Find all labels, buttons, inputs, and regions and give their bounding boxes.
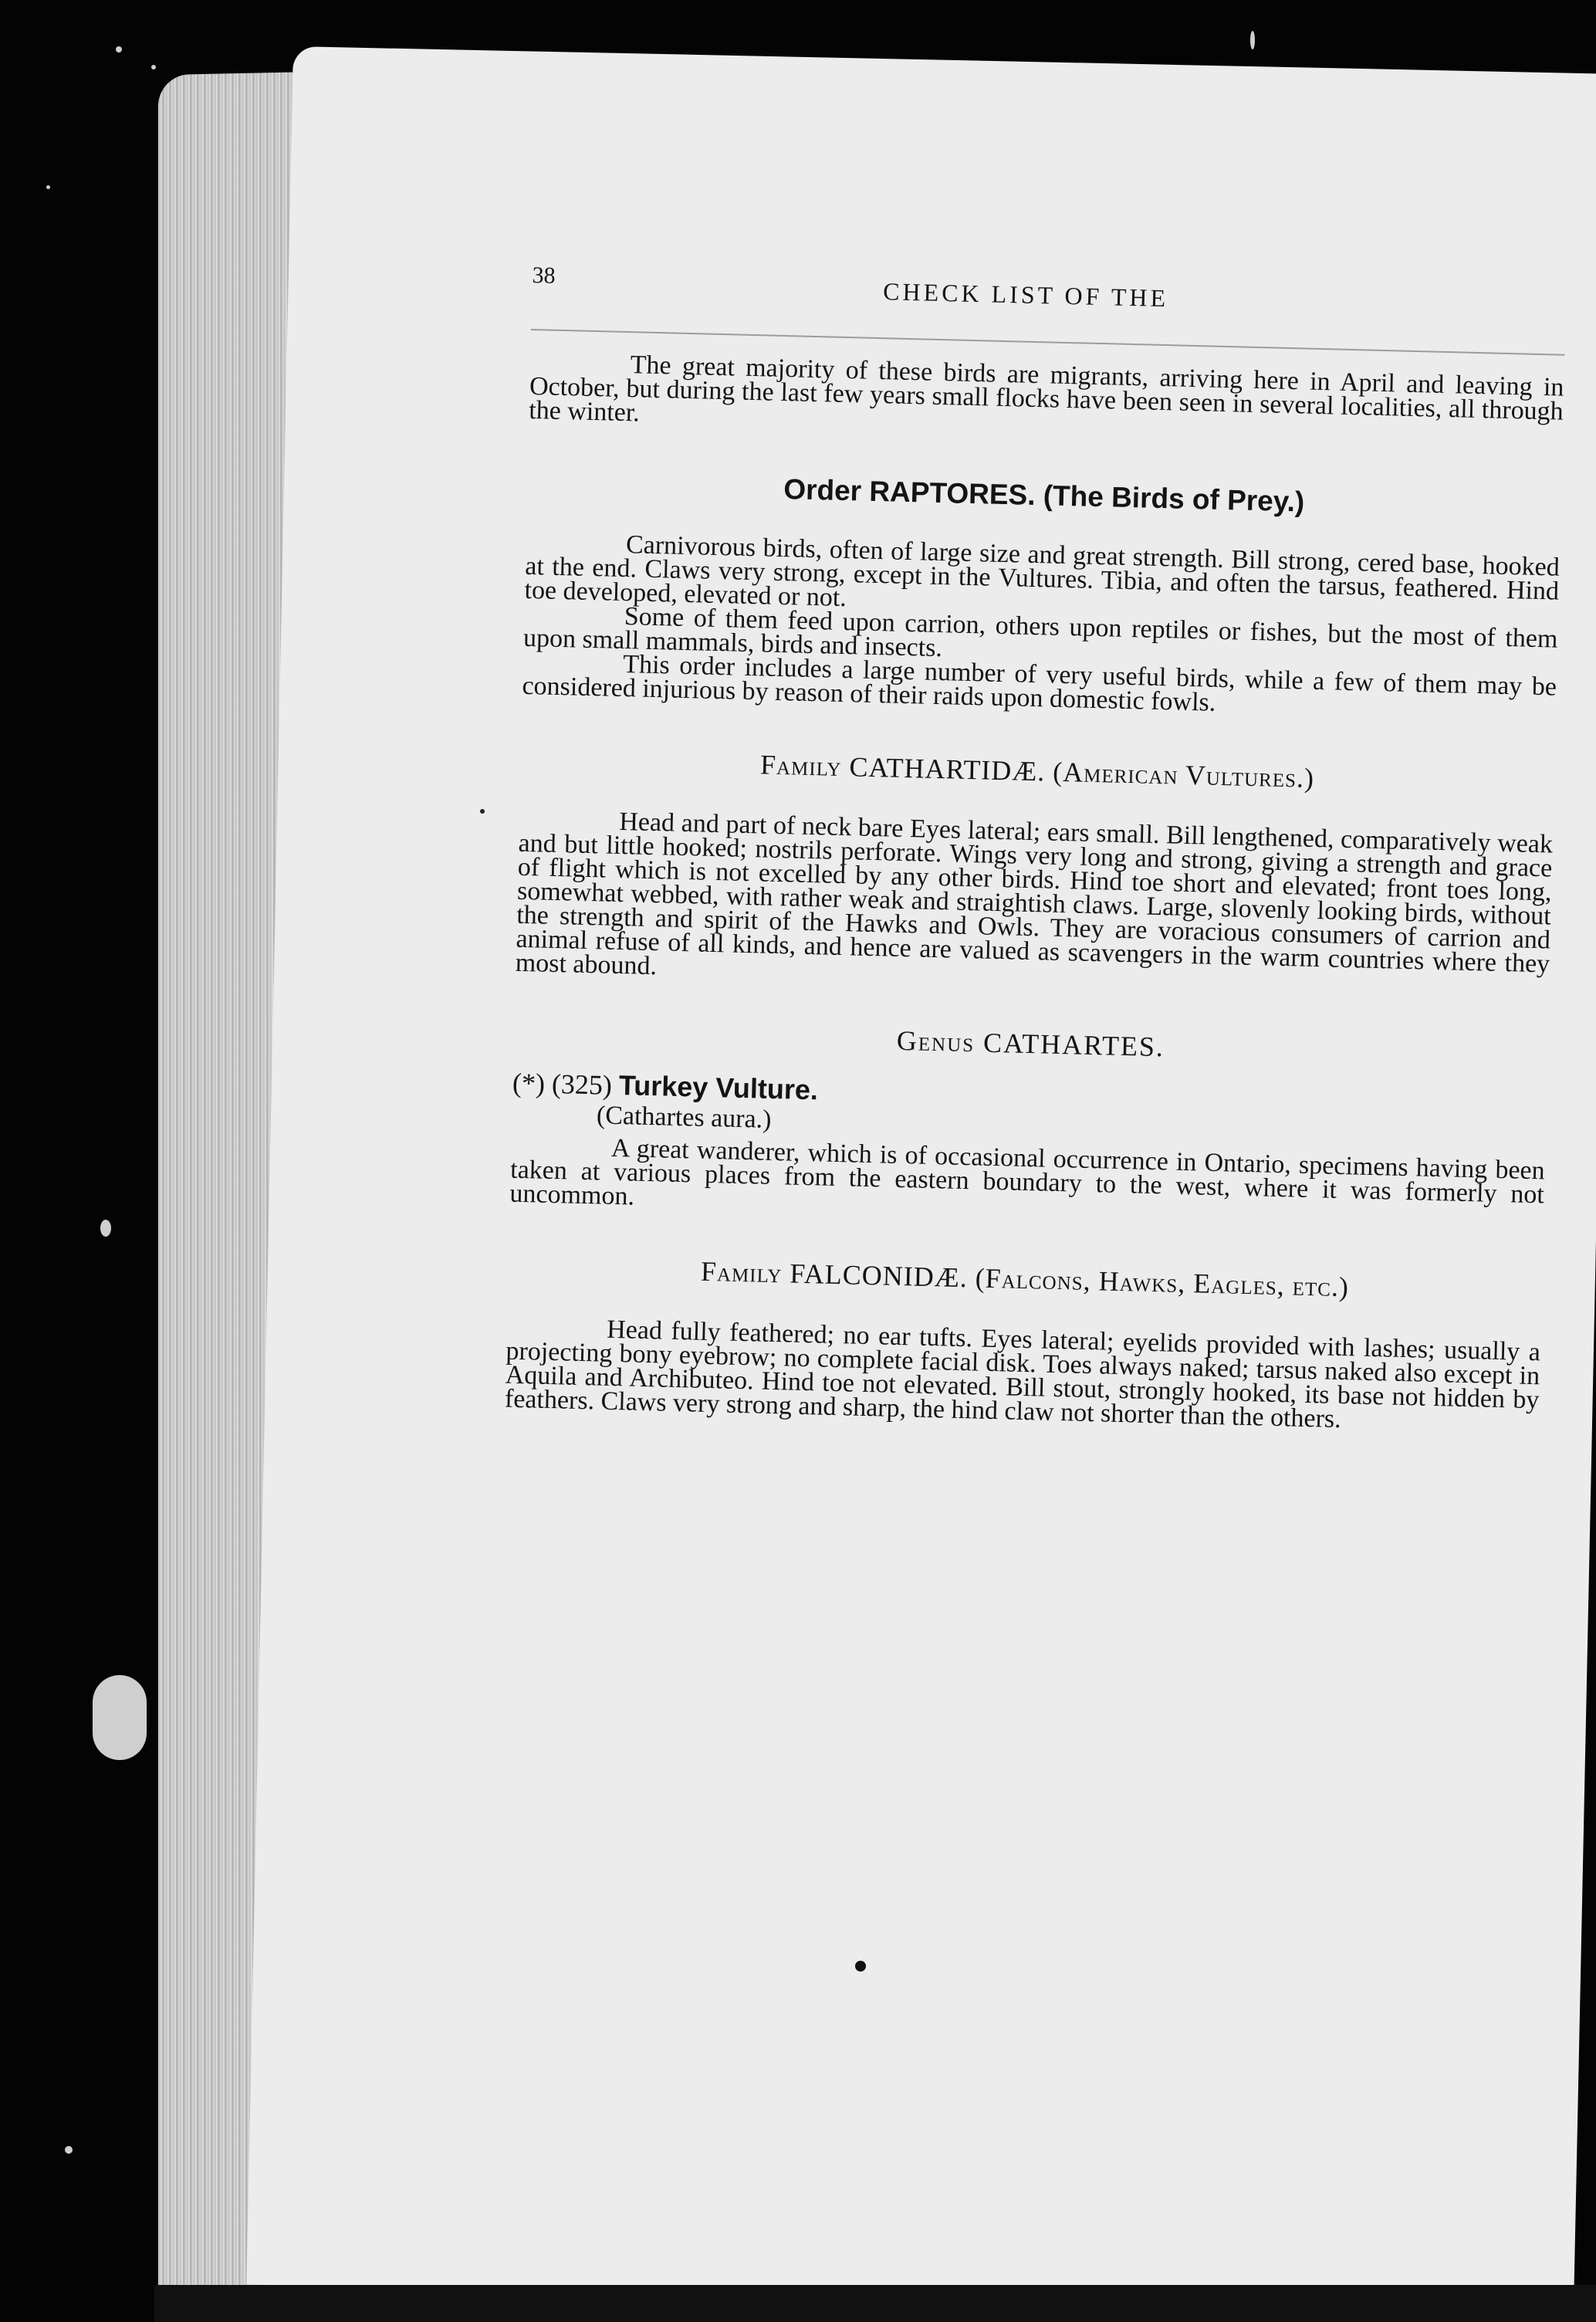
order-paragraph-1: Carnivorous birds, often of large size and great strength. Bill strong, cered base, hooked at the end. Claws very strong, except in the Vultures. Tibia, and often the tarsus, feathered. Hind toe developed, elevated or not. (524, 530, 1560, 613)
family-falconidae-paragraph: Head fully feathered; no ear tufts. Eyes lateral; eyelids provided with lashes; usually a projecting bony eyebrow; no complete facial disk. Toes always naked; tarsus naked also except in Aquila and Archibuteo. Hind toe not elevated. Bill stout, strongly hooked, its base not hidden by feathers. Claws very strong and sharp, the hind claw not shorter than the others. (504, 1315, 1541, 1434)
order-paragraph-2: Some of them feed upon carrion, others upon reptiles or fishes, but the most of them upon small mammals, birds and insects. (522, 602, 1558, 663)
page-number: 38 (532, 262, 556, 289)
species-name: Turkey Vulture. (618, 1069, 819, 1106)
species-latin-name: (Cathartes aura.) (596, 1101, 772, 1134)
dust-speck (151, 65, 156, 69)
dust-speck (46, 185, 50, 189)
bottom-shadow (154, 2285, 1596, 2322)
species-marker: (*) (325) (512, 1067, 613, 1101)
margin-mark (480, 809, 485, 814)
dust-speck (100, 1220, 111, 1237)
running-head: CHECK LIST OF THE (882, 277, 1169, 313)
page-content (505, 262, 1567, 1436)
dust-speck (116, 46, 122, 52)
dust-speck (93, 1675, 147, 1760)
order-paragraph-3: This order includes a large number of very useful birds, while a few of them may be considered injurious by reason of their raids upon domestic fowls. (522, 650, 1557, 717)
order-heading: Order RAPTORES. (The Birds of Prey.) (783, 473, 1305, 518)
dust-speck (1250, 31, 1255, 49)
family-cathartidae-paragraph: Head and part of neck bare Eyes lateral; ears small. Bill lengthened, comparatively weak and but little hooked; nostrils perforate. Wings very long and strong, giving a strength and grace of flight which is not excelled by any other birds. Hind toe short and elevated; front toes long, somewhat webbed, with rather weak and straightish claws. Large, slovenly looking birds, without the strength and spirit of the Hawks and Owls. They are voracious consumers of carrion and animal refuse of all kinds, and hence are valued as scavengers in the warm countries where they most abound. (515, 807, 1554, 981)
family-falconidae-heading: Family FALCONIDÆ. (Falcons, Hawks, Eagles, etc.) (700, 1255, 1350, 1303)
intro-paragraph: The great majority of these birds are migrants, arriving here in April and leaving in October, but during the last few years small flocks have been seen in several localities, all through the winter. (528, 350, 1564, 428)
genus-cathartes-heading: Genus CATHARTES. (896, 1024, 1165, 1063)
family-cathartidae-heading: Family CATHARTIDÆ. (American Vultures.) (759, 749, 1315, 794)
dust-speck (65, 2146, 73, 2154)
page-dot-mark (855, 1961, 866, 1972)
species-paragraph: A great wanderer, which is of occasional occurrence in Ontario, specimens having been taken at various places from the eastern boundary to the west, where it was formerly not uncommon. (509, 1133, 1546, 1211)
